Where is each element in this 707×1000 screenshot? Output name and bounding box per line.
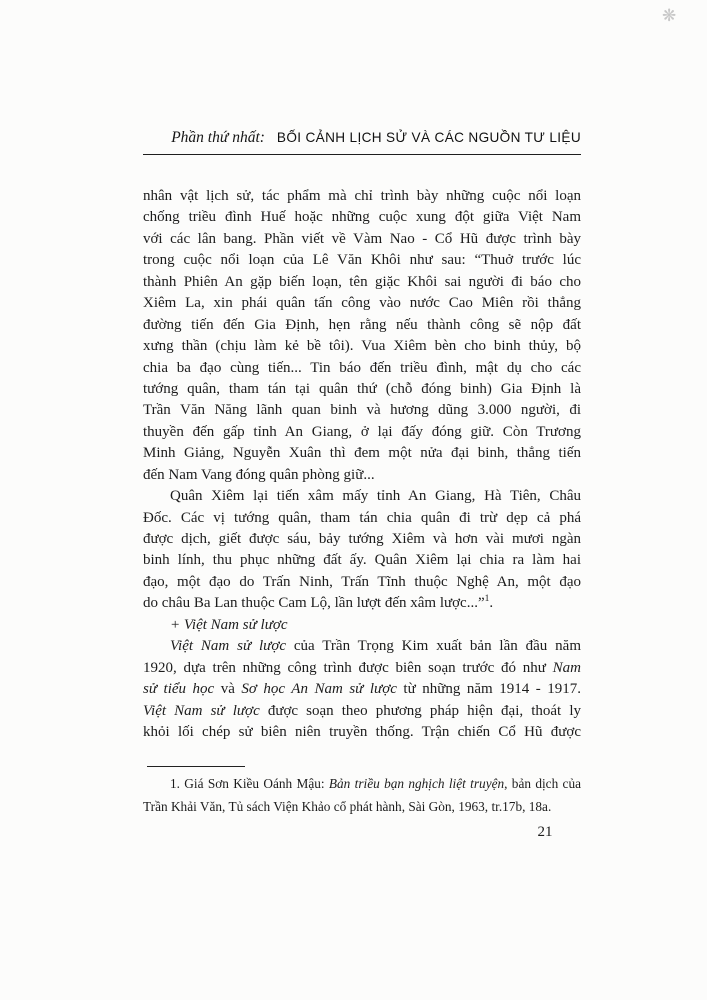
header-part-label: Phần thứ nhất: bbox=[171, 129, 265, 146]
text-segment: Đốc. Các vị tướng quân, tham tán chia quân đi trừ dẹp cả phá bbox=[143, 509, 581, 526]
text-line bbox=[143, 773, 581, 796]
text-line bbox=[143, 250, 581, 271]
text-line bbox=[143, 272, 581, 293]
header-title: BỐI CẢNH LỊCH SỬ VÀ CÁC NGUỒN TƯ LIỆU bbox=[276, 130, 581, 145]
text-segment: chia ba đạo cùng tiến... Tin báo đến triều đình, mật dụ cho các bbox=[143, 359, 581, 376]
text-segment: trong cuộc nổi loạn của Lê Văn Khôi như sau: “Thuở trước lúc bbox=[143, 252, 581, 269]
text-segment: Minh Giảng, Nguyễn Xuân thì đem một nửa đại binh, thẳng tiến bbox=[143, 445, 581, 462]
text-line bbox=[143, 336, 581, 357]
text-line bbox=[143, 615, 581, 636]
text-line bbox=[143, 486, 581, 507]
text-segment: Quân Xiêm lại tiến xâm mấy tỉnh An Giang, Hà Tiên, Châu bbox=[170, 488, 581, 505]
text-line bbox=[143, 701, 581, 722]
text-segment: đường tiến đến Gia Định, hẹn rằng nếu thành công sẽ nộp đất bbox=[143, 316, 581, 333]
text-line bbox=[143, 529, 581, 550]
text-line bbox=[143, 593, 581, 614]
text-segment: đến Nam Vang đóng quân phòng giữ... bbox=[143, 466, 375, 483]
text-line bbox=[143, 658, 581, 679]
text-line bbox=[143, 400, 581, 421]
text-line bbox=[143, 796, 581, 819]
text-segment: khỏi lối chép sử biên niên truyền thống. Trận chiến Cổ Hũ được bbox=[143, 723, 581, 740]
text-segment: Bản triều bạn nghịch liệt truyện bbox=[328, 776, 505, 791]
running-header bbox=[143, 129, 581, 155]
text-segment: Trần Văn Năng lãnh quan binh và hương dũng 3.000 người, đi bbox=[143, 402, 581, 419]
text-line bbox=[143, 550, 581, 571]
text-line bbox=[143, 679, 581, 700]
text-line bbox=[143, 465, 581, 486]
text-segment: 1. Giá Sơn Kiều Oánh Mậu: bbox=[170, 776, 329, 791]
header-spacer bbox=[269, 129, 273, 146]
footnote bbox=[143, 773, 581, 818]
text-segment: + Việt Nam sử lược bbox=[170, 616, 288, 633]
text-segment: do châu Ba Lan thuộc Cam Lộ, lần lượt đến xâm lược...” bbox=[143, 595, 485, 612]
text-segment: Nam bbox=[552, 659, 581, 676]
text-line bbox=[143, 293, 581, 314]
body-text bbox=[143, 186, 581, 743]
text-line bbox=[143, 315, 581, 336]
text-line bbox=[143, 572, 581, 593]
page-number: 21 bbox=[537, 824, 553, 840]
text-line bbox=[143, 186, 581, 207]
text-segment: binh lính, thu phục những đất ấy. Quân Xiêm lại chia ra làm hai bbox=[143, 552, 581, 569]
text-segment: được soạn theo phương pháp hiện đại, thoát ly bbox=[259, 702, 581, 719]
text-segment: Việt Nam sử lược bbox=[143, 702, 260, 719]
text-line bbox=[143, 422, 581, 443]
text-line bbox=[143, 358, 581, 379]
text-segment: Trần Khải Văn, Tủ sách Viện Khảo cổ phát hành, Sài Gòn, 1963, tr.17b, 18a. bbox=[143, 798, 552, 814]
footnote-reference: 1 bbox=[484, 594, 490, 605]
text-line bbox=[143, 443, 581, 464]
text-segment: đạo, một đạo do Trấn Ninh, Trấn Tĩnh thuộc Nghệ An, một đạo bbox=[143, 573, 581, 590]
text-segment: chống triều đình Huế hoặc những cuộc xung đột giữa Việt Nam bbox=[143, 209, 581, 226]
text-segment: thuyền đến gấp tỉnh An Giang, ở lại đấy đóng giữ. Còn Trương bbox=[143, 423, 581, 440]
text-line bbox=[143, 508, 581, 529]
text-segment: Việt Nam sử lược bbox=[170, 638, 287, 655]
footnote-separator bbox=[147, 766, 245, 767]
text-segment: nhân vật lịch sử, tác phẩm mà chỉ trình bày những cuộc nổi loạn bbox=[143, 188, 581, 204]
text-line bbox=[143, 229, 581, 250]
text-segment: . bbox=[489, 595, 494, 612]
text-segment: thành Phiên An gặp biến loạn, tên giặc Khôi sai người đi báo cho bbox=[143, 273, 581, 290]
text-segment: với các lân bang. Phần viết về Vàm Nao - Cổ Hũ được trình bày bbox=[143, 230, 581, 247]
text-segment: và bbox=[214, 681, 242, 698]
text-segment: 1920, dựa trên những công trình được biên soạn trước đó như bbox=[143, 659, 553, 676]
text-segment: tướng quân, tham tán tại quân thứ (chỗ đóng binh) Gia Định là bbox=[143, 380, 581, 397]
text-segment: của Trần Trọng Kim xuất bản lần đầu năm bbox=[286, 638, 581, 655]
text-line bbox=[143, 636, 581, 657]
text-line bbox=[143, 722, 581, 743]
text-segment: sử tiểu học bbox=[143, 681, 215, 698]
text-segment: Xiêm La, xin phái quân tấn công vào nước Cao Miên rồi thẳng bbox=[143, 295, 581, 312]
flower-ornament-icon: ❋ bbox=[662, 6, 677, 26]
text-segment: xưng thần (chịu làm kẻ bề tôi). Vua Xiêm bèn cho binh thủy, bộ bbox=[143, 338, 581, 355]
text-segment: từ những năm 1914 - 1917. bbox=[396, 681, 581, 698]
text-line bbox=[143, 207, 581, 228]
text-line bbox=[143, 379, 581, 400]
text-segment: được dịch, giết được sáu, bảy tướng Xiêm và hơn vài mươi ngàn bbox=[143, 531, 581, 547]
text-segment: Sơ học An Nam sử lược bbox=[241, 681, 397, 698]
text-segment: , bản dịch của bbox=[504, 776, 581, 791]
